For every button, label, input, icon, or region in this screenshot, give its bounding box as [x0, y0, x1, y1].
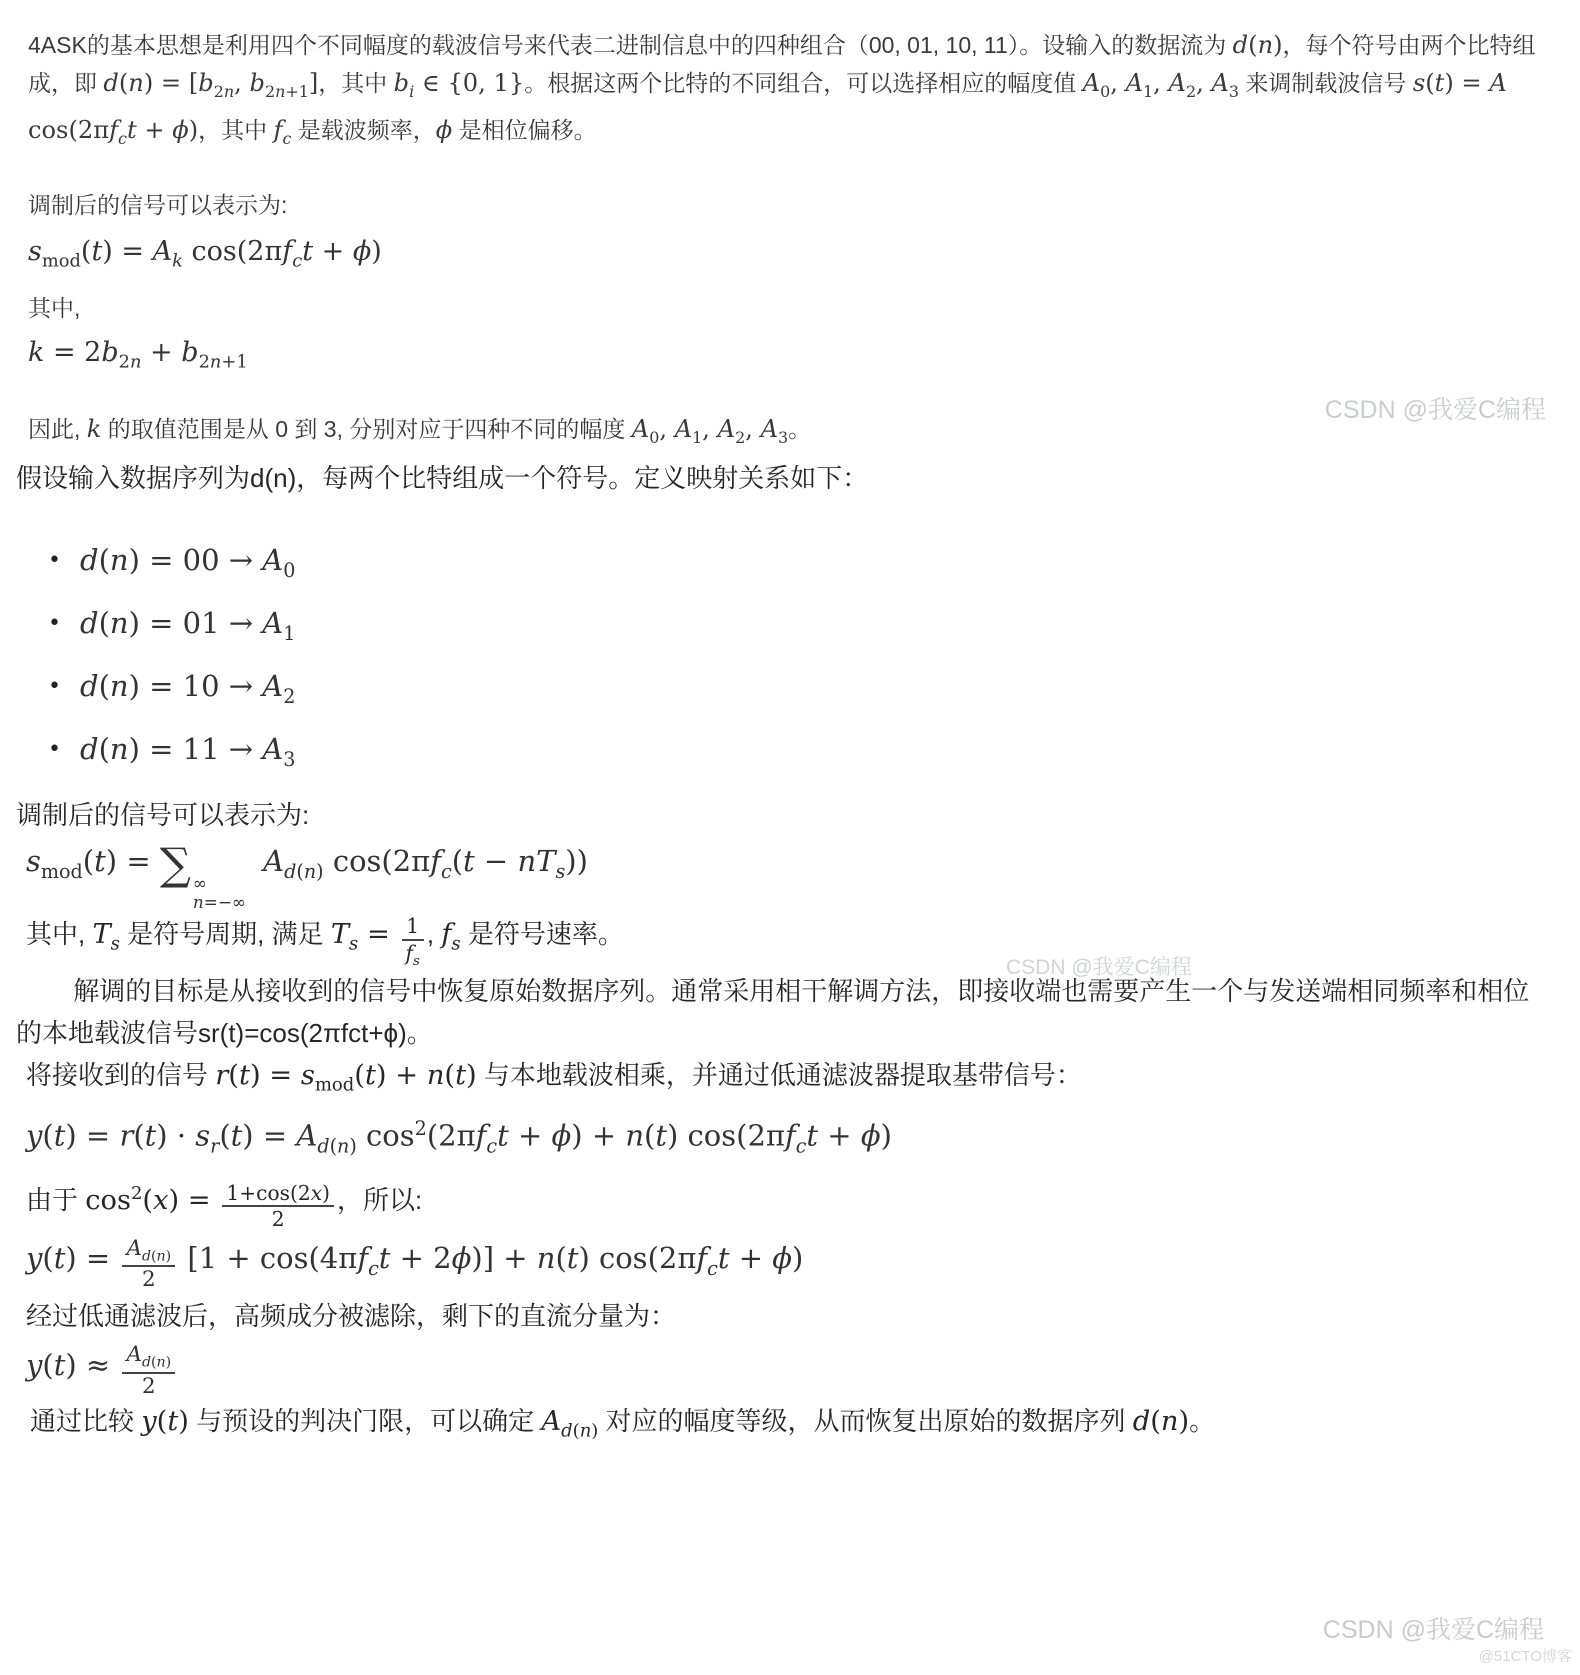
multiply-paragraph: 将接收到的信号 $r(t) = s_{mod}(t) + n(t)$ 与本地载波相乘，并通过低通滤波器提取基带信号： — [26, 1060, 1082, 1096]
mapping-lead-paragraph: 假设输入数据序列为d(n)，每两个比特组成一个符号。定义映射关系如下： — [16, 463, 869, 494]
intro-paragraph: 4ASK的基本思想是利用四个不同幅度的载波信号来代表二进制信息中的四种组合（00, 01, 10, 11）。设输入的数据流为 d(n)，每个符号由两个比特组成，即 $d(n) = [b_{2n}$, $b_{2n+1}$]，其中 $b_i$ ∈ {0, 1}。根据这两个比特的不同组合，可以选择相应的幅度值 $A_0$, $A_1$, $A_2$, $A_3$ 来调制载波信号 s(t) = A $\cos(2\pi f_ct + \phi)$，其中 $f_c$ 是载波频率，ϕ 是相位偏移。 — [28, 31, 1536, 148]
formula-y-expanded: y(t) = $\frac{A_{d(n)}}{2}$ $[1 + \cos(4\pi f_ct + 2\phi)] + n(t) \cos(2\pi f_ct + \phi)$ — [26, 1235, 804, 1293]
mapping-item-00: • $d(n) = 00 \to A_0$ — [80, 543, 1550, 588]
csdn-watermark-bottom: CSDN @我爱C编程 — [1322, 1616, 1544, 1644]
cos-identity-paragraph: 由于 $\cos^2(x)$ = $\frac{1+\cos(2x)}{2}$ ，所以: — [26, 1180, 423, 1232]
csdn-watermark-top: CSDN @我爱C编程 — [1324, 396, 1546, 424]
main-section — [0, 457, 1580, 1452]
formula-y-product: $y(t) = r(t) \cdot s_r(t) = A_{d(n)}$ $\cos^2(2\pi f_ct + \phi) + n(t) \cos(2\pi f_ct + \phi)$ — [26, 1116, 892, 1158]
formula-dc-component: y(t) ≈ $\frac{A_{d(n)}}{2}$ — [16, 1337, 1550, 1400]
coherent-demod-paragraph: 解调的目标是从接收到的信号中恢复原始数据序列。通常采用相干解调方法，即接收端也需要产生一个与发送端相同频率和相位的本地载波信号sr(t)=cos(2πfct+ϕ)。 — [16, 976, 1530, 1049]
k-range-paragraph: 因此, k 的取值范围是从 0 到 3, 分别对应于四种不同的幅度 $A_0$, $A_1$, $A_2$, $A_3$。 — [28, 415, 812, 448]
among-label: 其中, — [28, 295, 81, 322]
decision-paragraph: 通过比较 y(t) 与预设的判决门限，可以确定 $A_{d(n)}$ 对应的幅度等级，从而恢复出原始的数据序列 d(n)。 — [30, 1406, 1216, 1442]
modulated-signal-label-2: 调制后的信号可以表示为: — [16, 800, 310, 831]
formula-smod-sum: $s_{mod}(t)$ = ∑ ∞ n=−∞ $A_{d(n)}$ $\cos(2\pi f_c(t - nT_s))$ — [26, 840, 588, 913]
lowpass-paragraph: 经过低通滤波后，高频成分被滤除，剩下的直流分量为： — [26, 1300, 677, 1331]
mapping-item-11: • $d(n) = 11 \to A_3$ — [80, 732, 1550, 777]
mapping-item-10: • $d(n) = 10 \to A_2$ — [80, 669, 1550, 714]
symbol-period-paragraph: 其中, $T_s$ 是符号周期, 满足 $T_s$ = $\frac{1}{f_s}$ , $f_s$ 是符号速率。 — [26, 914, 624, 969]
cto51-watermark: @51CTO博客 — [1478, 1648, 1572, 1665]
csdn-watermark-middle: CSDN @我爱C编程 — [1006, 956, 1192, 979]
formula-smod-single: $s_{mod}(t) = A_k$ $\cos(2\pi f_ct + \phi)$ — [28, 235, 382, 272]
modulated-signal-label: 调制后的信号可以表示为: — [28, 191, 288, 218]
mapping-list — [16, 543, 1550, 776]
intro-section — [0, 0, 1580, 457]
mapping-item-01: • $d(n) = 01 \to A_1$ — [80, 606, 1550, 651]
formula-k-index: $k = 2b_{2n} + b_{2n+1}$ — [28, 337, 248, 373]
